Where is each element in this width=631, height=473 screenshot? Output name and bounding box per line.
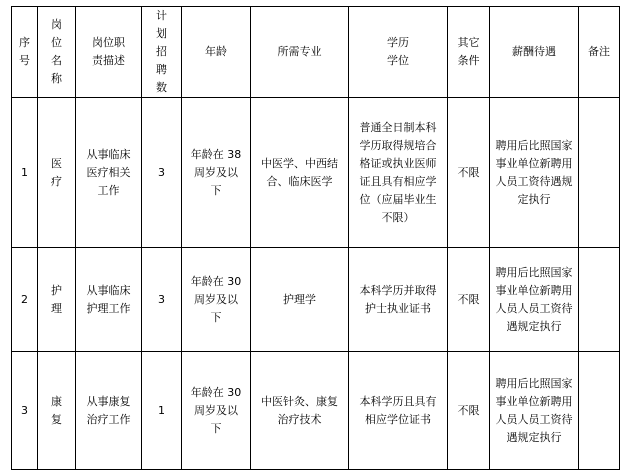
- cell-duties: 从事临床医疗相关工作: [76, 98, 142, 248]
- cell-seq: 2: [12, 248, 38, 352]
- recruitment-table: [11, 6, 620, 470]
- cell-seq: 1: [12, 98, 38, 248]
- cell-salary: 聘用后比照国家事业单位新聘用人员工资待遇规定执行: [490, 98, 579, 248]
- cell-duties: 从事临床护理工作: [76, 248, 142, 352]
- header-salary: 薪酬待遇: [490, 7, 579, 98]
- cell-other: 不限: [448, 352, 490, 470]
- cell-major: 护理学: [251, 248, 349, 352]
- cell-position-name: 医疗: [38, 98, 76, 248]
- header-row: [12, 7, 620, 98]
- header-duties: 岗位职责描述: [76, 7, 142, 98]
- cell-education: 本科学历且具有相应学位证书: [349, 352, 448, 470]
- cell-planned: 3: [142, 98, 182, 248]
- header-major: 所需专业: [251, 7, 349, 98]
- cell-age: 年龄在 30 周岁及以下: [182, 248, 251, 352]
- cell-planned: 3: [142, 248, 182, 352]
- table-row: [12, 248, 620, 352]
- cell-major: 中医针灸、康复治疗技术: [251, 352, 349, 470]
- cell-salary: 聘用后比照国家事业单位新聘用人员人员工资待遇规定执行: [490, 352, 579, 470]
- header-age: 年龄: [182, 7, 251, 98]
- header-remarks: 备注: [579, 7, 620, 98]
- cell-other: 不限: [448, 98, 490, 248]
- header-planned: 计划招聘数: [142, 7, 182, 98]
- cell-remarks: [579, 98, 620, 248]
- header-other: 其它条件: [448, 7, 490, 98]
- cell-other: 不限: [448, 248, 490, 352]
- header-seq: 序号: [12, 7, 38, 98]
- cell-remarks: [579, 248, 620, 352]
- cell-planned: 1: [142, 352, 182, 470]
- cell-age: 年龄在 38 周岁及以下: [182, 98, 251, 248]
- cell-education: 普通全日制本科学历取得规培合格证或执业医师证且具有相应学位（应届毕业生不限）: [349, 98, 448, 248]
- cell-position-name: 康复: [38, 352, 76, 470]
- cell-seq: 3: [12, 352, 38, 470]
- cell-age: 年龄在 30 周岁及以下: [182, 352, 251, 470]
- header-education: 学历学位: [349, 7, 448, 98]
- cell-remarks: [579, 352, 620, 470]
- table-row: [12, 352, 620, 470]
- cell-duties: 从事康复治疗工作: [76, 352, 142, 470]
- table-row: [12, 98, 620, 248]
- recruitment-table-wrapper: [11, 6, 620, 470]
- cell-salary: 聘用后比照国家事业单位新聘用人员人员工资待遇规定执行: [490, 248, 579, 352]
- cell-major: 中医学、中西结合、临床医学: [251, 98, 349, 248]
- cell-education: 本科学历并取得护士执业证书: [349, 248, 448, 352]
- cell-position-name: 护理: [38, 248, 76, 352]
- header-position-name: 岗位名称: [38, 7, 76, 98]
